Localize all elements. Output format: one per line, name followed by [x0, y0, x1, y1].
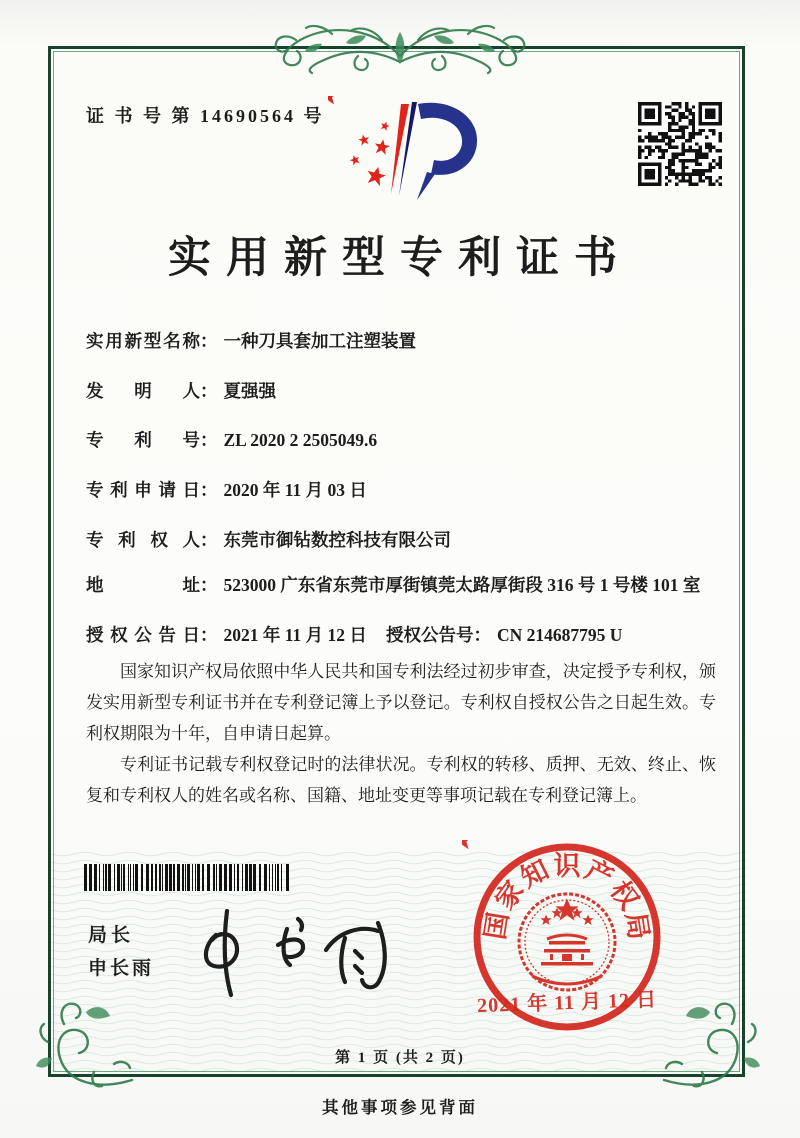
- field-colon: ：: [200, 625, 218, 645]
- field-label: 专利申请日: [86, 480, 200, 500]
- field-row-name: [86, 328, 416, 354]
- barcode: [84, 864, 292, 891]
- field-colon: ：: [200, 575, 218, 595]
- field-colon: ：: [200, 530, 218, 550]
- certificate-title: 实用新型专利证书: [168, 235, 632, 282]
- field-row-patentee: [86, 527, 451, 553]
- field-value: 523000 广东省东莞市厚街镇莞太路厚街段 316 号 1 号楼 101 室: [223, 575, 701, 595]
- officer-title: 局长: [88, 925, 135, 946]
- field-row-filing-date: [86, 477, 367, 503]
- legal-paragraph-1: 国家知识产权局依照中华人民共和国专利法经过初步审查，决定授予专利权，颁发实用新型专利证书并在专利登记簿上予以登记。专利权自授权公告之日起生效。专利权期限为十年，自申请日起算。: [86, 662, 716, 743]
- seal-char: 国: [479, 910, 514, 942]
- cnipa-logo: [328, 96, 488, 204]
- field-value: 东莞市御钻数控科技有限公司: [223, 530, 451, 550]
- field-label: 发明人: [86, 381, 200, 401]
- back-side-note: 其他事项参见背面: [322, 1098, 478, 1117]
- field-row-inventor: [86, 378, 276, 404]
- officer-name: 申长雨: [88, 958, 155, 979]
- field-colon: ：: [200, 381, 218, 401]
- field-value: 一种刀具套加工注塑装置: [223, 331, 416, 351]
- field-colon: ：: [200, 331, 218, 351]
- page-number: 第 1 页 (共 2 页): [335, 1050, 465, 1066]
- field-row-address: [86, 572, 700, 598]
- field-value: 2021 年 11 月 12 日: [223, 625, 367, 645]
- handwritten-signature: [190, 905, 405, 1005]
- field-label: 地址: [86, 575, 200, 595]
- seal-char: 产: [580, 854, 619, 894]
- field-value: 夏强强: [223, 381, 276, 401]
- seal-date: 2021 年 11 月 12 日: [476, 988, 658, 1018]
- legal-paragraph-2: 专利证书记载专利权登记时的法律状况。专利权的转移、质押、无效、终止、恢复和专利权人的姓名或名称、国籍、地址变更等事项记载在专利登记簿上。: [86, 755, 716, 805]
- field-label: 授权公告日: [86, 625, 200, 645]
- seal-char: 识: [553, 851, 581, 881]
- bottom-left-corner-ornament: [34, 994, 138, 1094]
- seal-char: 权: [604, 875, 645, 916]
- field-value: ZL 2020 2 2505049.6: [223, 430, 378, 450]
- field-label: 实用新型名称: [86, 331, 200, 351]
- seal-char: 知: [515, 854, 554, 894]
- field-row-patent-number: [86, 427, 377, 453]
- field-value: CN 214687795 U: [497, 625, 623, 645]
- field-colon: ：: [200, 480, 218, 500]
- field-label: 专利权人: [86, 530, 200, 550]
- field-row-grant: [86, 622, 716, 648]
- field-colon: ：: [200, 430, 218, 450]
- top-flourish-ornament: [262, 10, 538, 76]
- qr-code: [638, 102, 722, 186]
- legal-text-block: [86, 656, 716, 811]
- field-label: 专利号: [86, 430, 200, 450]
- field-label: 授权公告号: [386, 625, 474, 645]
- field-colon: ：: [473, 625, 491, 645]
- certificate-number: 证 书 号 第 14690564 号: [86, 106, 325, 126]
- seal-char: 家: [489, 875, 530, 916]
- field-value: 2020 年 11 月 03 日: [223, 480, 367, 500]
- field-pair-grant-number: [386, 622, 622, 648]
- seal-char: 局: [620, 910, 655, 942]
